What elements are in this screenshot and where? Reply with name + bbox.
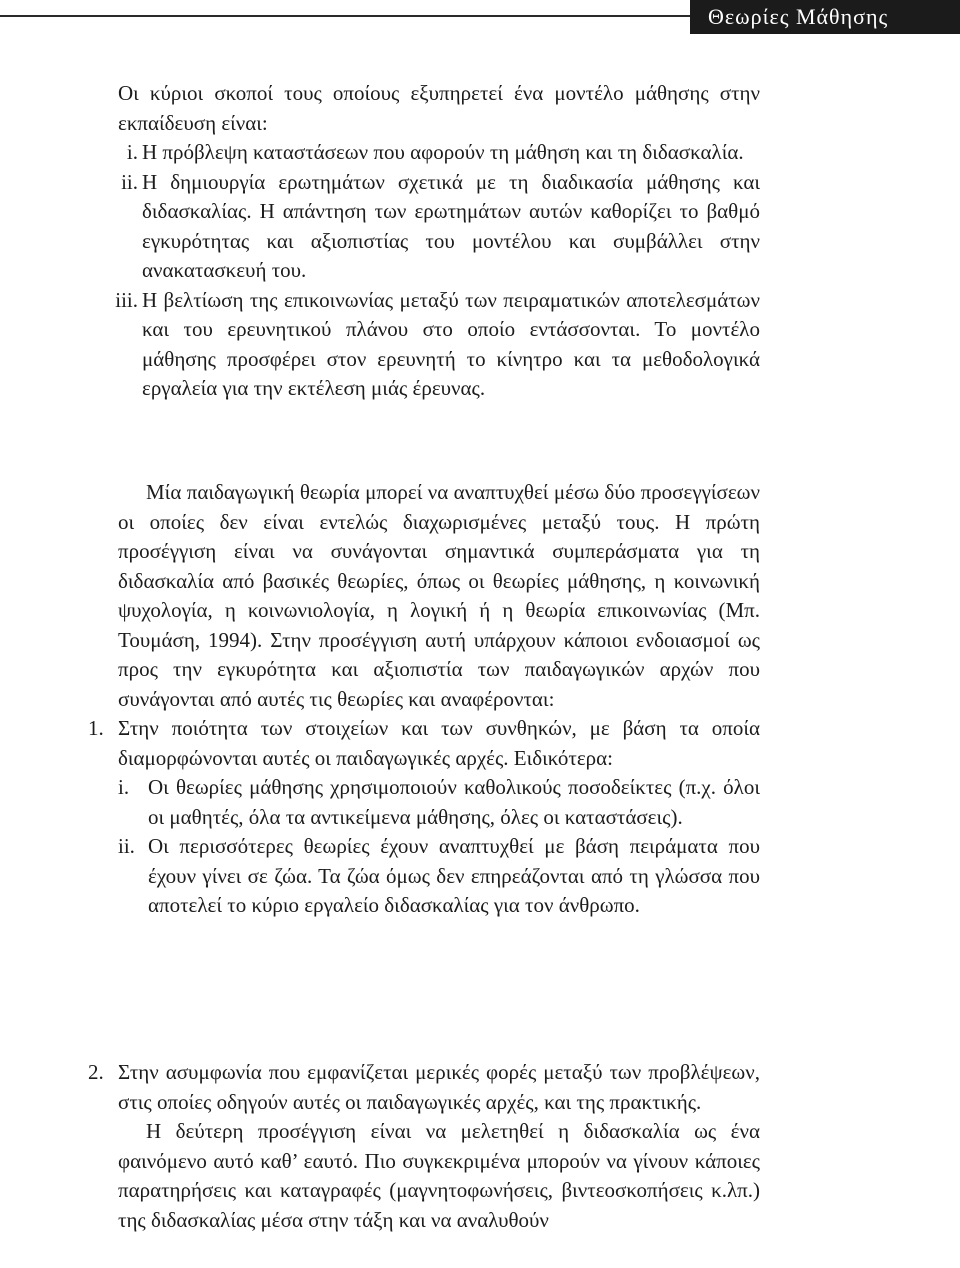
list-item-text: Η δημιουργία ερωτημάτων σχετικά με τη διαδικασία μάθησης και διδασκαλίας. Η απάντηση των ερωτημάτων αυτών καθορίζει το βαθμό εγκυρότητας και αξιοπιστίας του μοντέλου και συμβάλλει στην ανακατασκευή του. — [142, 169, 760, 282]
section-second-approach — [0, 1058, 960, 1235]
sub-list-item-number: ii. — [118, 834, 135, 858]
intro-paragraph: Οι κύριοι σκοποί τους οποίους εξυπηρετεί ένα μοντέλο μάθησης στην εκπαίδευση είναι: — [118, 81, 760, 135]
list-item — [121, 168, 760, 286]
numbered-item-number: 2. — [88, 1060, 104, 1084]
list-item-text: Η πρόβλεψη καταστάσεων που αφορούν τη μάθηση και τη διδασκαλία. — [142, 140, 744, 164]
list-item-number: iii. — [115, 287, 138, 312]
sub-list-item-text: Οι θεωρίες μάθησης χρησιμοποιούν καθολικούς ποσοδείκτες (π.χ. όλοι οι μαθητές, όλα τα αντικείμενα μάθησης, όλες οι καταστάσεις). — [148, 775, 760, 829]
section-learning-model-purposes — [0, 79, 960, 404]
section-pedagogical-theory — [0, 478, 960, 921]
body-paragraph: Μία παιδαγωγική θεωρία μπορεί να αναπτυχθεί μέσω δύο προσεγγίσεων οι οποίες δεν είναι εντελώς διαχωρισμένες μεταξύ τους. Η πρώτη προσέγγιση είναι να συνάγονται σημαντικά συμπεράσματα για τη διδασκαλία από βασικές θεωρίες, όπως οι θεωρίες μάθησης, η κοινωνική ψυχολογία, η κοινωνιολογία, η λογική ή η θεωρία επικοινωνίας (Μπ. Τουμάση, 1994). Στην προσέγγιση αυτή υπάρχουν κάποιοι ενδοιασμοί ως προς την εγκυρότητα και αξιοπιστία των παιδαγωγικών αρχών που συνάγονται από αυτές τις θεωρίες και αναφέρονται: — [118, 480, 760, 711]
numbered-item — [88, 1058, 760, 1117]
header-rule — [0, 15, 690, 17]
sub-list-item-number: i. — [118, 775, 130, 799]
sub-list-item — [118, 773, 760, 832]
list-item-number: i. — [126, 140, 138, 164]
running-header: Θεωρίες Μάθησης — [690, 0, 960, 34]
body-paragraph: Η δεύτερη προσέγγιση είναι να μελετηθεί η διδασκαλία ως ένα φαινόμενο αυτό καθ’ εαυτό. Πιο συγκεκριμένα μπορούν να γίνουν κάποιες παρατηρήσεις και καταγραφές (μαγνητοφωνήσεις, βιντεοσκοπήσεις κ.λπ.) της διδασκαλίας μέσα στην τάξη και να αναλυθούν — [118, 1119, 760, 1232]
list-item — [115, 286, 760, 404]
sub-list-item-text: Οι περισσότερες θεωρίες έχουν αναπτυχθεί με βάση πειράματα που έχουν γίνει σε ζώα. Τα ζώα όμως δεν επηρεάζονται από τη γλώσσα που αποτελεί το κύριο εργαλείο διδασκαλίας για τον άνθρωπο. — [148, 834, 760, 917]
numbered-item-text: Στην ασυμφωνία που εμφανίζεται μερικές φορές μεταξύ των προβλέψεων, στις οποίες οδηγούν αυτές οι παιδαγωγικές αρχές, και της πρακτικής. — [118, 1060, 760, 1114]
list-item — [126, 138, 760, 168]
sub-list-item — [118, 832, 760, 921]
numbered-item-number: 1. — [88, 716, 104, 740]
numbered-item-text: Στην ποιότητα των στοιχείων και των συνθηκών, με βάση τα οποία διαμορφώνονται αυτές οι παιδαγωγικές αρχές. Ειδικότερα: — [118, 716, 760, 770]
list-item-text: Η βελτίωση της επικοινωνίας μεταξύ των πειραματικών αποτελεσμάτων και του ερευνητικού πλάνου στο οποίο εντάσσονται. Το μοντέλο μάθησης προσφέρει στον ερευνητή το κίνητρο και τα μεθοδολογικά εργαλεία για την εκτέλεση μιάς έρευνας. — [142, 287, 760, 400]
list-item-number: ii. — [121, 169, 138, 194]
numbered-item — [88, 714, 760, 773]
